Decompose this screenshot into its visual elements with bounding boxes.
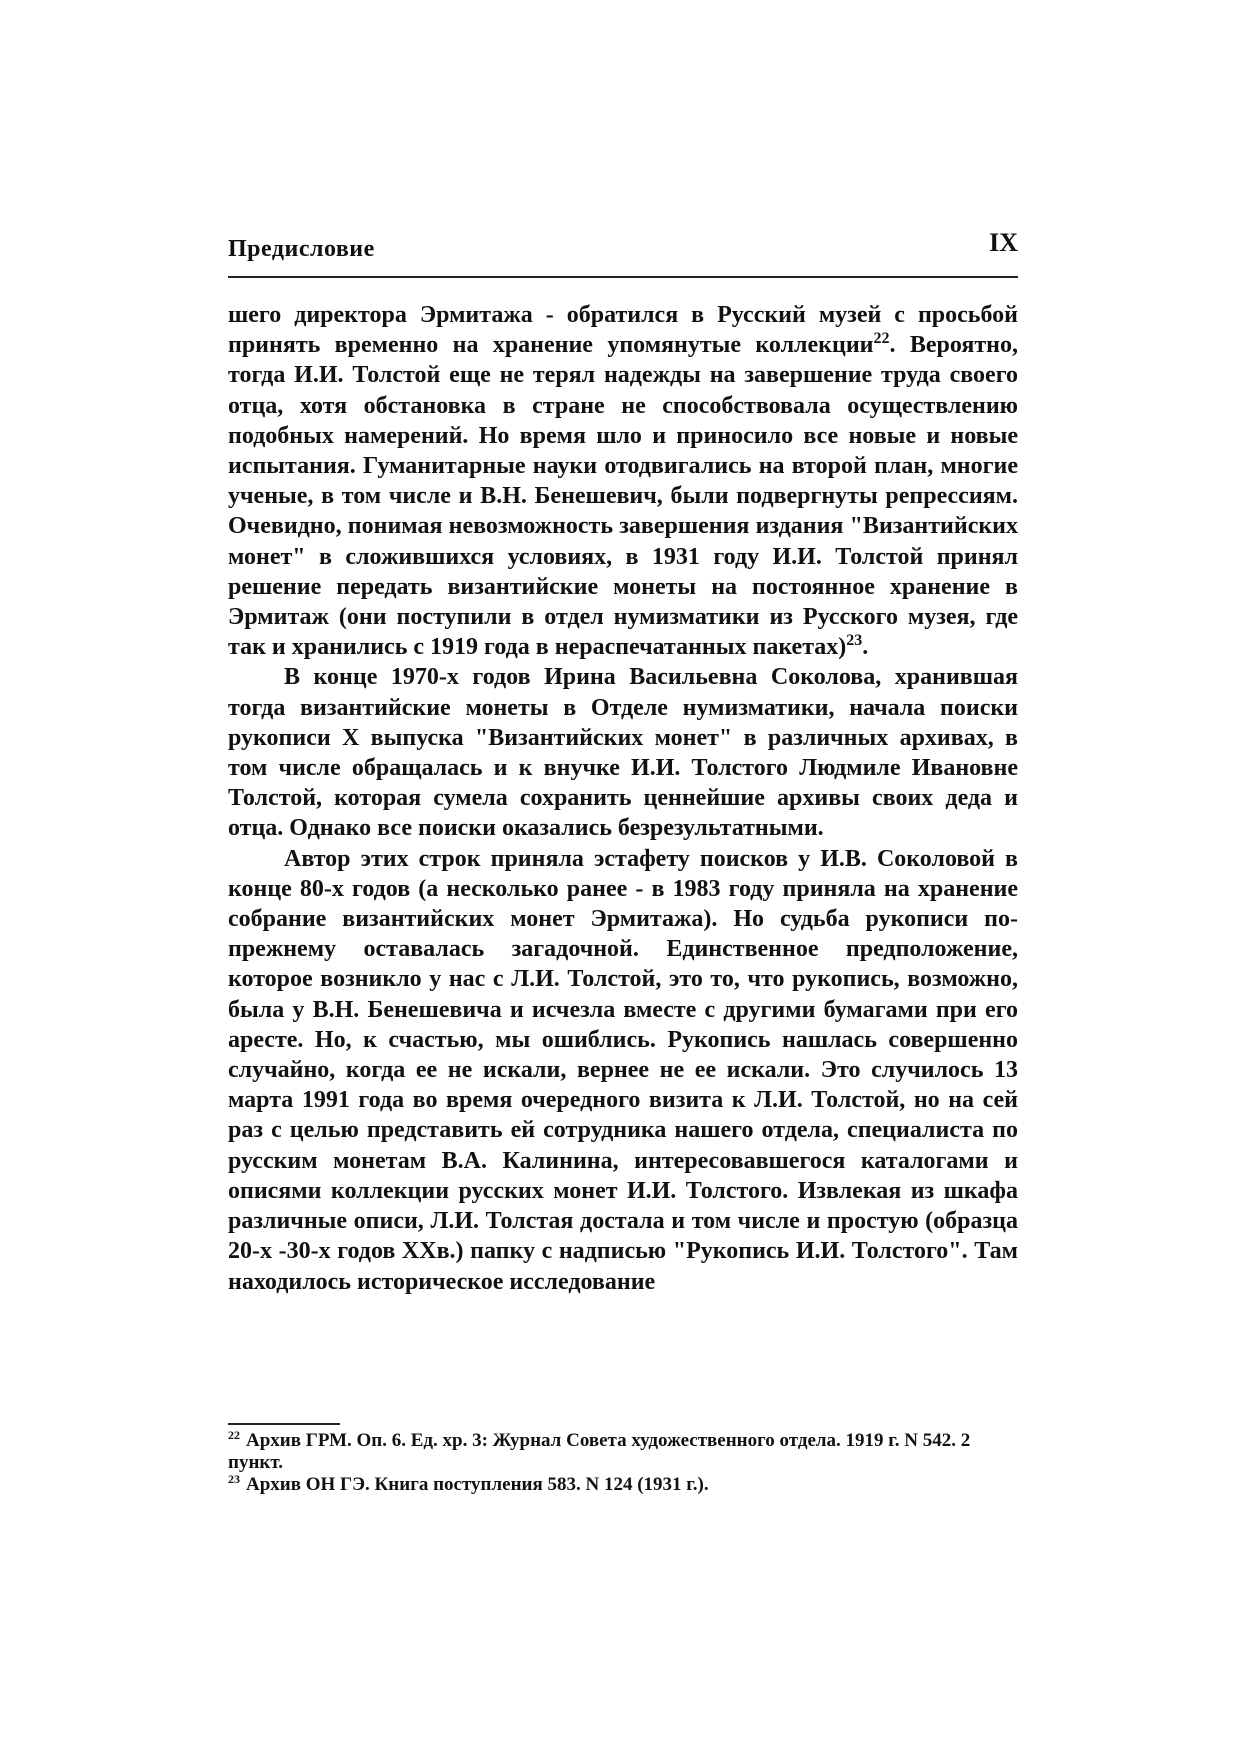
page-header — [228, 228, 1018, 268]
footnote-22 — [228, 1427, 1018, 1474]
main-text — [228, 300, 1018, 1297]
paragraph-1-text-a: шего директора Эрмитажа - обратился в Русский музей с просьбой принять временно на хранение упомянутые коллекции — [228, 302, 1018, 359]
paragraph-1-text-b: . Вероятно, тогда И.И. Толстой еще не терял надежды на завершение труда своего отца, хотя обстановка в стране не способствовала осуществлению подобных намерений. Но время шло и приносило все новые и новые испытания. Гуманитарные науки отодвигались на второй план, многие ученые, в том числе и В.Н. Бенешевич, были подвергнуты репрессиям. Очевидно, понимая невозможность завершения издания "Византийских монет" в сложившихся условиях, в 1931 году И.И. Толстой принял решение передать византийские монеты на постоянное хранение в Эрмитаж (они поступили в отдел нумизматики из Русского музея, где так и хранились с 1919 года в нераспечатанных пакетах) — [228, 332, 1018, 661]
page-number: IX — [989, 228, 1018, 257]
footnote-ref-22: 22 — [873, 330, 890, 348]
footnote-number: 23 — [228, 1471, 240, 1486]
paragraph-2: В конце 1970-х годов Ирина Васильевна Соколова, хранившая тогда византийские монеты в Отделе нумизматики, начала поиски рукописи X выпуска "Византийских монет" в различных архивах, в том числе обращалась и к внучке И.И. Толстого Людмиле Ивановне Толстой, которая сумела сохранить ценнейшие архивы своих деда и отца. Однако все поиски оказались безрезультатными. — [228, 664, 1018, 842]
footnote-number: 22 — [228, 1427, 240, 1442]
footnote-ref-23: 23 — [846, 632, 863, 650]
footnote-23 — [228, 1471, 1018, 1496]
paragraph-3: Автор этих строк приняла эстафету поисков у И.В. Соколовой в конце 80-х годов (а несколько ранее - в 1983 году приняла на хранение собрание византийских монет Эрмитажа). Но судьба рукописи по-прежнему оставалась загадочной. Единственное предположение, которое возникло у нас с Л.И. Толстой, это то, что рукопись, возможно, была у В.Н. Бенешевича и исчезла вместе с другими бумагами при его аресте. Но, к счастью, мы ошиблись. Рукопись нашлась совершенно случайно, когда ее не искали, вернее не ее искали. Это случилось 13 марта 1991 года во время очередного визита к Л.И. Толстой, но на сей раз с целью представить ей сотрудника нашего отдела, специалиста по русским монетам В.А. Калинина, интересовавшегося каталогами и описями коллекции русских монет И.И. Толстого. Извлекая из шкафа различные описи, Л.И. Толстая достала и том числе и простую (образца 20-х -30-х годов XXв.) папку с надписью "Рукопись И.И. Толстого". Там находилось историческое исследование — [228, 845, 1018, 1295]
footnote-divider — [228, 1423, 340, 1425]
paragraph-1-text-c: . — [862, 634, 869, 661]
footnote-text: Архив ГРМ. Оп. 6. Ед. хр. 3: Журнал Совета художественного отдела. 1919 г. N 542. 2 пункт. — [228, 1430, 971, 1473]
running-head: Предисловие — [228, 236, 375, 262]
header-divider — [228, 276, 1018, 278]
footnotes — [228, 1427, 1018, 1496]
paragraph-1 — [228, 300, 1018, 662]
footnote-text: Архив ОН ГЭ. Книга поступления 583. N 124 (1931 г.). — [246, 1474, 709, 1495]
